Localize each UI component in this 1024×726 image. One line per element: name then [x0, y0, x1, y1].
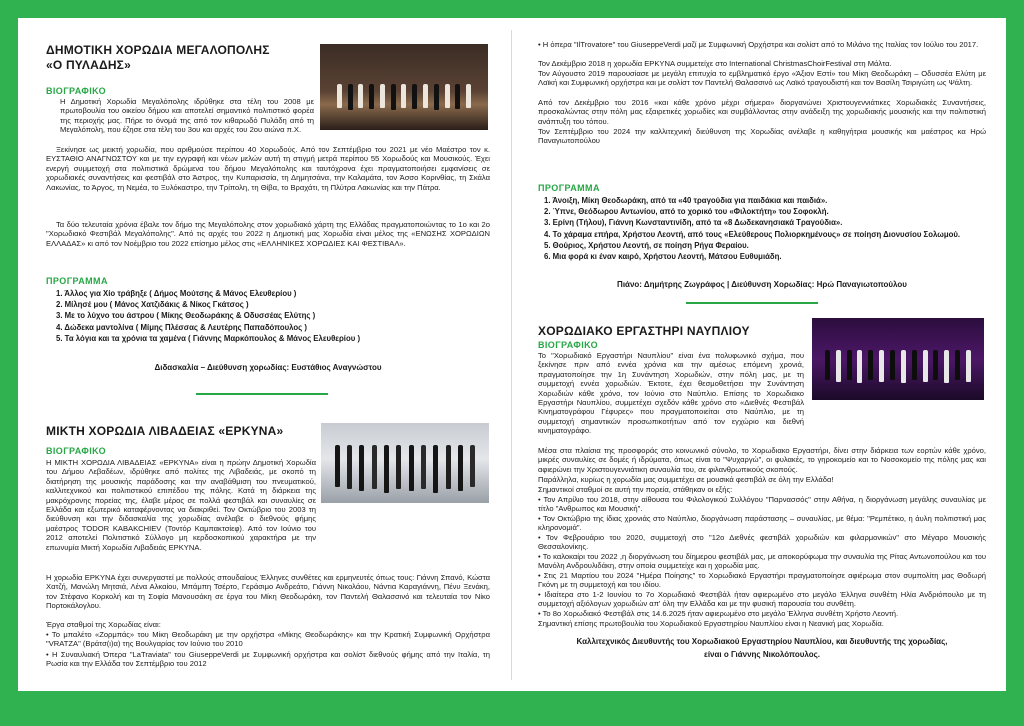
choir2-bio-collaborations: Η χορωδία ΕΡΚΥΝΑ έχει συνεργαστεί με πολλούς σπουδαίους Έλληνες συνθέτες και ερμηνευτές όπως τους: Γιάννη Σπανό, Κώστα Χατζή, Μανώλη Μητσιά, Λένα Αλκαίου, Μπάμπη Τσέρτο, Γεράσιμο Ανδρεάτο, Γιάννη Νικολάου, Νάντια Καραγιάννη, Πένυ Ξενάκη, τον Στέφανο Κορκολή και τη Σοφία Μανουσάκη σε έργα του Μίκη Θεοδωράκη, τον Παντελή Θαλασσινό και τελευταία τον Νίκο Πορτοκάλογλου. [46, 573, 490, 611]
choir1-program-list [56, 288, 360, 344]
choir2-program-heading: ΠΡΟΓΡΑΜΜΑ [538, 183, 600, 193]
choir1-program-heading: ΠΡΟΓΡΑΜΜΑ [46, 276, 108, 286]
choir3-bio-heading: ΒΙΟΓΡΑΦΙΚΟ [538, 340, 598, 350]
choir3-title: ΧΟΡΩΔΙΑΚΟ ΕΡΓΑΣΤΗΡΙ ΝΑΥΠΛΙΟΥ [538, 324, 750, 338]
choir3-bio-2020: • Τον Φεβρουάριο του 2020, συμμετοχή στο "12ο Διεθνές φεστιβάλ χορωδιών και φιλαρμονικών" στο Μέγαρο Μουσικής Θεσσαλονίκης. [538, 533, 986, 552]
choir3-bio-milestones: Σημαντικοί σταθμοί σε αυτή την πορεία, στάθηκαν οι εξής: [538, 485, 733, 494]
choir1-title: ΔΗΜΟΤΙΚΗ ΧΟΡΩΔΙΑ ΜΕΓΑΛΟΠΟΛΗΣ [46, 43, 270, 57]
choir3-bio-social: Μέσα στα πλαίσια της προσφοράς στο κοινωνικό σύνολο, το Χορωδιακο Εργαστήρι, δίνει στην διάρκεια των εορτών κάθε χρόνο, μικρές συναυλίες σε δομές ή ιδρύματα, όπως είναι το "Ψυχαργώ", οι φυλακές, το γηροκομείο και το Νοσοκομείο της πόλης μας και αφιερώνει την Χριστουγεννιάτικη συναυλία του, σε φιλανθρωπικούς σκοπούς. [538, 446, 986, 474]
program-item: 1. Άνοιξη, Μίκη Θεοδωράκη, από τα «40 τραγούδια για παιδάκια και παιδιά». [544, 196, 828, 205]
choir2-program-list [544, 195, 960, 262]
choir3-credit-line2: είναι ο Γιάννης Νικολόπουλος. [704, 650, 820, 659]
booklet-page [18, 18, 1006, 691]
choir3-photo [812, 318, 984, 400]
choir2-bio-malta: Τον Δεκέμβριο 2018 η χορωδία ΕΡΚΥΝΑ συμμετείχε στο International ChristmasChoirFestival στη Μάλτα. [538, 59, 892, 68]
choir1-bio-heading: ΒΙΟΓΡΑΦΙΚΟ [46, 86, 106, 96]
choir1-bio-body: Ξεκίνησε ως μεικτή χορωδία, που αριθμούσε περίπου 40 Χορωδούς. Από τον Σεπτέμβριο του 2021 με νέο Μαέστρο τον κ. ΕΥΣΤΑΘΙΟ ΑΝΑΓΝΩΣΤΟΥ και με την εγγραφή και νέων μελών αυτή τη στιγμή μετρά περίπου 55 Χορωδούς και Μουσικούς. Έχει ενεργή συμμετοχή στα πολιτιστικά δρώμενα του δήμου Μεγαλόπολης και ταυτόχρονα έχει πραγματοποιήσει εμφανίσεις σε χορωδιακές συναντήσεις και φεστιβάλ στο Άστρος, την Κυπαρισσία, τη Δημητσάνα, την Καλαμάτα, τον Άσσο Κορινθίας, τη Σκάλα Λακωνίας, το Άργος, τη Νεμέα, το Ξυλόκαστρο, την Τρίπολη, τη Θίβα, το Βραχάτι, τη Πλύτρα Λακωνίας και την Πάτρα. [46, 145, 490, 192]
choir3-bio-8th-festival: • Το 8ο Χορωδιακό Φεστιβάλ στις 14.6.2025 ήταν αφιερωμένο στο μεγάλο Έλληνα συνθέτη Χρήστο Λεοντή. [538, 609, 899, 618]
program-item: 3. Ερίνη (Τήλου), Γιάννη Κωνσταντινίδη, από τα «8 Δωδεκανησιακά Τραγούδια». [544, 218, 843, 228]
choir1-bio-membership: Τα δύο τελευταία χρόνια έβαλε τον δήμο της Μεγαλόπολης στον χορωδιακό χάρτη της Ελλάδας πραγματοποιώντας το 1ο και 2ο "Χορωδιακό Φεστιβάλ Μεγαλόπολης". Από τις αρχές του 2022 η Δημοτική μας Χορωδία είναι μέλος της «ΕΝΩΣΗΣ ΧΟΡΩΔΙΩΝ ΕΛΛΑΔΑΣ» κι από τον Νοέμβριο του 2022 επίσημο μέλος στις «ΕΛΛΗΝΙΚΕΣ ΧΟΡΩΔΙΕΣ ΚΑΙ ΦΕΣΤΙΒΑΛ». [46, 220, 490, 248]
choir3-bio-2024: • Στις 21 Μαρτίου του 2024 "Ημέρα Ποίησης" το Χορωδιακό Εργαστήρι πραγματοποίησε αφιέρωμα στον συμπολίτη μας Θοδωρή Γκόνη με τη συμμετοχή και του ιδίου. [538, 571, 986, 590]
choir3-bio-2018-nafplio: • Τον Οκτώβριο της ίδιας χρονιάς στο Ναύπλιο, διοργάνωση παράστασης – συναυλίας, με θέμα: "Ρεμπέτικο, η άυλη πολιτιστική μας κληρονομιά". [538, 514, 986, 533]
program-item: 4. Το χάραμα επήρα, Χρήστου Λεοντή, από τους «Ελεύθερους Πολιορκημένους» σε ποίηση Διονυσίου Σολωμού. [544, 229, 961, 239]
choir3-bio-intro: Το "Χορωδιακό Εργαστήρι Ναυπλίου" είναι ένα πολυφωνικό σχήμα, που ξεκίνησε πριν από εννέα χρόνια και την αμέσως επόμενη χρονιά, πραγματοποίησε την 1η Συνάντηση Χορωδιών, στην πόλη μας, με τη συμμετοχή εννέα χορωδιών. Έκτοτε, έχει θεσμοθετήσει την Συνάντηση Χορωδιών κάθε χρόνο, τον Ιούνιο στο Ναύπλιο. Επίσης το Χορωδιακο Εργαστήρι Ναυπλίου, συμμετέχει σχεδόν κάθε χρόνο στο «Διεθνές Φεστιβάλ Κινηματογράφου Γέφυρες» που πραγματοποιείται στο Ναύπλιο, με τη συμμετοχή σημαντικών προσωπικοτήτων από τον εγχώριο και διεθνή κινηματογράφο. [538, 351, 804, 436]
choir2-bio-heading: ΒΙΟΓΡΑΦΙΚΟ [46, 446, 106, 456]
choir2-photo [321, 423, 489, 503]
program-item: 6. Μια φορά κι έναν καιρό, Χρήστου Λεοντή, Μάτσου Ευθυμιάδη. [544, 252, 782, 262]
choir1-subtitle: «Ο ΠΥΛΑΔΗΣ» [46, 58, 131, 72]
choir3-credit-line1: Καλλιτεχνικός Διευθυντής του Χορωδιακού Εργαστηρίου Ναυπλίου, και διευθυντής της χορωδίας, [576, 637, 948, 646]
choir2-bio-director: Τον Σεπτέμβριο του 2024 την καλλιτεχνική διεύθυνση της Χορωδίας ανέλαβε η καθηγήτρια μουσικής και μαέστρος κα Ηρώ Παναγιωτοπούλου [538, 127, 986, 146]
choir3-bio-2022: • Το καλοκαίρι του 2022 ,η διοργάνωση του δίημερου φεστιβάλ μας, με αποκορύφωμα την συναυλία της Ρίτας Αντωνοπούλου και του Μανόλη Ανδρουλιδάκη, στην οποία συμμετείχε και η χορωδία μας. [538, 552, 986, 571]
choir2-bio-traviata: • Η Συναυλιακή Όπερα "LaTraviata" του GiuseppeVerdi με Συμφωνική ορχήστρα και σολίστ διεθνούς φήμης από την Ιταλία, τη Ρωσία και την Ελλάδα τον Σεπτέμβριο του 2012 [46, 650, 490, 669]
choir3-bio-festivals: Παράλληλα, κυρίως η χορωδία μας συμμετέχει σε μουσικά φεστιβάλ σε όλη την Ελλάδα! [538, 475, 834, 484]
choir3-bio-7th-festival: • Ιδιαίτερα στο 1-2 Ιουνίου το 7ο Χορωδιακό Φεστιβάλ ήταν αφιερωμένο στο μεγάλο Έλληνα συνθέτη Ηλία Ανδριόπουλο με τη συμμετοχή αξιόλογων χορωδιών απ' όλη την Ελλάδα και με την φυσική παρουσία του συνθέτη. [538, 590, 986, 609]
choir2-bio-trovatore: • Η όπερα "IlTrovatore" του GiuseppeVerdi μαζί με Συμφωνική Ορχήστρα και σολίστ από το Μιλάνο της Ιταλίας τον Ιούλιο του 2017. [538, 40, 979, 49]
program-item: 5. Τα λόγια και τα χρόνια τα χαμένα ( Γιάννης Μαρκόπουλος & Μάνος Ελευθερίου ) [56, 333, 361, 343]
choir2-bio-axion-esti: Τον Αύγουστο 2019 παρουσίασε με μεγάλη επιτυχία το εμβληματικό έργο «Άξιον Εστί» του Μίκη Θεοδωράκη – Οδυσσέα Ελύτη με Λαϊκή και Συμφωνική ορχήστρα και με σολίστ τον Παντελή Θαλασσινό ως Λαϊκό τραγουδιστή και τον Βασίλη Τσιριγώτη ως Ψάλτη. [538, 69, 986, 88]
choir2-bio-milestones: Έργα σταθμοί της Χορωδίας είναι: [46, 620, 161, 629]
choir3-bio-youth: Σημαντική επίσης πρωτοβουλία του Χορωδιακού Εργαστηρίου Ναυπλίου είναι η Νεανική μας Χορωδία. [538, 619, 884, 628]
choir2-credit: Πιάνο: Δημήτρης Ζωγράφος | Διεύθυνση Χορωδίας: Ηρώ Παναγιωτοπούλου [617, 280, 907, 289]
section-divider [686, 302, 818, 304]
section-divider [196, 393, 328, 395]
program-item: 2. Ύπνε, Θεόδωρου Αντωνίου, από το χορικό του «Φιλοκτήτη» του Σοφοκλή. [544, 207, 829, 217]
program-item: 3. Με το λύχνο του άστρου ( Μίκης Θεοδωράκης & Οδυσσέας Ελύτης ) [56, 311, 316, 321]
program-item: 1. Άλλος για Χίο τράβηξε ( Δήμος Μούτσης & Μάνος Ελευθερίου ) [56, 289, 297, 298]
column-divider [511, 30, 512, 680]
choir1-photo [320, 44, 488, 130]
choir2-bio-zorbas: • Το μπαλέτο «Ζορμπάς» του Μίκη Θεοδωράκη με την ορχήστρα «Μίκης Θεοδωράκης» και την Κρατική Συμφωνική Ορχήστρα "VRATZA" (Βράτσ(ι)α) της Βουλγαρίας τον Ιούνιο του 2010 [46, 630, 490, 649]
choir2-bio-christmas: Από τον Δεκέμβριο του 2016 «και κάθε χρόνο μέχρι σήμερα» διοργανώνει Χριστουγεννιάτικες Χορωδιακές Συναντήσεις, προσκαλώντας στην πόλη μας εξαιρετικές χορωδίες και συμβάλλοντας στην ανάδειξη της χορωδιακής μουσικής και την πολιτιστική ανάπτυξη του τόπου. [538, 98, 986, 126]
program-item: 2. Μίλησέ μου ( Μάνος Χατζιδάκις & Νίκος Γκάτσος ) [56, 300, 249, 310]
choir2-bio-intro: Η ΜΙΚΤΗ ΧΟΡΩΔΙΑ ΛΙΒΑΔΕΙΑΣ «ΕΡΚΥΝΑ» είναι η πρώην Δημοτική Χορωδία του Δήμου Λεβαδέων, ιδρύθηκε από πολίτες της Λιβαδειάς, με σκοπό τη διατήρηση της μουσικής παράδοσης και την αναβάθμιση του πνευματικού, καλλιτεχνικού και πολιτιστικού επιπέδου της πόλης. Κατά τη διάρκεια της μακρόχρονης πορείας της, έλαβε μέρος σε πολλά φεστιβάλ και συναυλίες σε Ελλάδα και εξωτερικό καταφέρνοντας να διακριθεί. Τον Οκτώβριο του 2003 τη διεύθυνση και την διδασκαλία της χορωδίας ανέλαβε ο διεθνούς φήμης μαέστρος TODOR KABAKCHIEV (Τοντόρ Καμπακτσίεφ). Από τον Ιούνιο του 2012 αποτελεί Πολιτιστικό Σύλλογο μη κερδοσκοπικού χαρακτήρα με την επωνυμία Μικτή Χορωδία Λιβαδειάς ΕΡΚΥΝΑ. [46, 458, 316, 552]
choir3-bio-2018-athens: • Τον Απρίλιο του 2018, στην αίθουσα του Φιλολογικού Συλλόγου "Παρνασσός" στην Αθήνα, η διοργάνωση μεγάλης συναυλίας με τίτλο "Ανθρωπος και Μουσική". [538, 495, 986, 514]
program-item: 5. Θούριος, Χρήστου Λεοντή, σε ποίηση Ρήγα Φεραίου. [544, 240, 749, 250]
choir2-title: ΜΙΚΤΗ ΧΟΡΩΔΙΑ ΛΙΒΑΔΕΙΑΣ «ΕΡΚΥΝΑ» [46, 424, 284, 438]
program-item: 4. Δώδεκα μαντολίνα ( Μίμης Πλέσσας & Λευτέρης Παπαδόπουλος ) [56, 322, 307, 332]
choir1-bio-intro: Η Δημοτική Χορωδία Μεγαλόπολης ιδρύθηκε στα τέλη του 2008 με πρωτοβουλία του οικείου δήμου και αποτελεί σημαντικό πολιτιστικό φορέα της περιοχής μας. Πήρε το όνομά της από τον κιθαρωδό Πυλάδη από τη Μεγαλόπολη, που έζησε στα τέλη του 3ου και αρχές του 2ου αιώνα π.Χ. [60, 97, 314, 135]
choir1-credit: Διδασκαλία – Διεύθυνση χορωδίας: Ευστάθιος Αναγνώστου [154, 363, 382, 372]
